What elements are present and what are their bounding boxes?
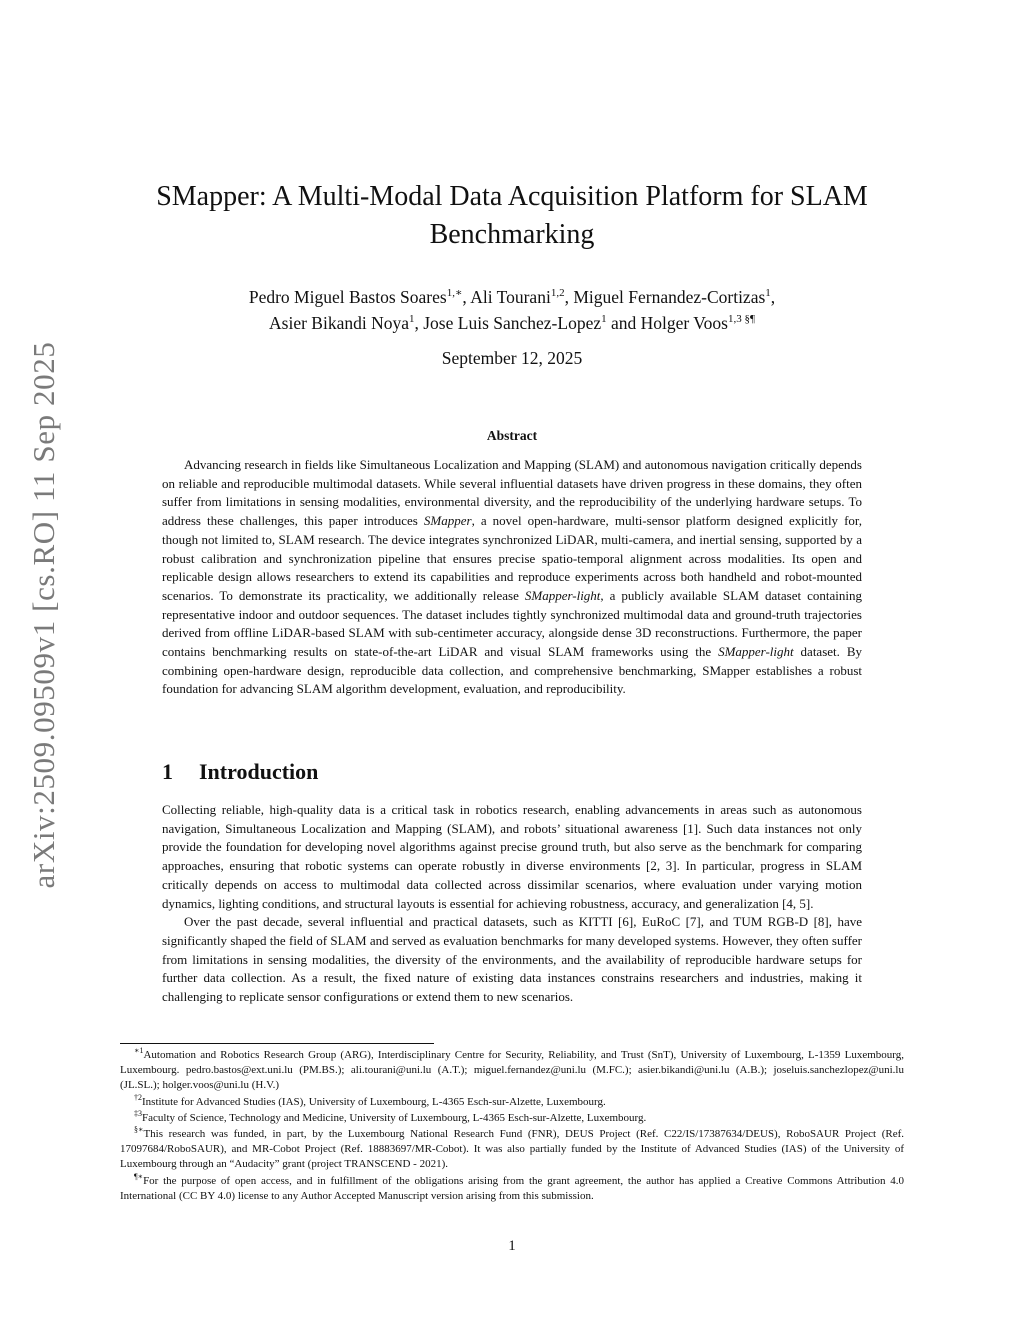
abstract-text: , a publicly available SLAM dataset containing representative indoor and outdoor sequences. The dataset includes tightly synchronized multimodal data and ground-truth trajectories derived from offline LiDAR-based SLAM with sub-centimeter accuracy, alongside dense 3D reconstructions. Furthermore, the paper contains benchmarking results on state-of-the-art LiDAR and visual SLAM frameworks using the xyxy=(162,587,862,660)
footnote-mark: §∗ xyxy=(134,1125,144,1135)
author-separator: , xyxy=(564,287,574,307)
author-separator: and xyxy=(606,313,641,333)
page-number: 1 xyxy=(508,1238,516,1254)
affiliation-marks: 1 xyxy=(601,313,607,325)
body-paragraph: Over the past decade, several influential and practical datasets, such as KITTI [6], EuRoC [7], and TUM RGB-D [8], have significantly shaped the field of SLAM and served as evaluation benchmarks for many developed systems. However, they often suffer from limitations in sensing modalities, the diversity of the environments, and the availability of reproducible hardware setups for further data collection. As a result, the fixed nature of existing data instances constrains researchers and industries, making it challenging to replicate sensor configurations or extend them to new scenarios. xyxy=(162,914,862,1005)
author-name: Holger Voos xyxy=(640,313,728,333)
abstract-heading: Abstract xyxy=(486,428,538,443)
footnote xyxy=(120,1127,904,1173)
abstract-body xyxy=(162,456,862,699)
author-separator: , xyxy=(462,287,471,307)
body-paragraph: Collecting reliable, high-quality data is a critical task in robotics research, enabling advancements in areas such as autonomous navigation, Simultaneous Localization and Mapping (SLAM), and robots’ situational awareness [1]. Such data instances not only provide the foundation for developing novel algorithms against precise ground truth, but also serve as the benchmark for comparing approaches, ensuring that robotic systems can operate robustly in diverse environments [2, 3]. In particular, progress in SLAM critically depends on access to multimodal data collected across dissimilar scenarios, where evaluation under varying motion dynamics, lighting conditions, and structural layouts is essential for achieving robustness, accuracy, and generalization [4, 5]. xyxy=(162,802,862,911)
system-name: SMapper xyxy=(423,513,472,529)
author-name: Pedro Miguel Bastos Soares xyxy=(248,287,447,307)
footnote-mark: ∗1 xyxy=(134,1046,144,1055)
arxiv-sidebar-stamp xyxy=(0,0,80,1325)
affiliation-marks: 1 xyxy=(765,287,771,299)
footnote-text: This research was funded, in part, by the Luxembourg National Research Fund (FNR), DEUS Project (Ref. C22/IS/17387634/DEUS), RoboSAUR Project (Ref. 17097684/RoboSAUR), and MR-Cobot Project (Ref. 18883697/MR-Cobot). It was also partially funded by the Institute of Advanced Studies (IAS) of the University of Luxembourg through an “Audacity” grant (project TRANSCEND - 2021). xyxy=(120,1128,904,1171)
abstract-text: dataset. By combining open-hardware design, reproducible data collection, and comprehensive benchmarking, SMapper establishes a robust foundation for advancing SLAM algorithm development, evaluation, and reproducibility. xyxy=(162,644,862,697)
author-name: Jose Luis Sanchez-Lopez xyxy=(423,313,602,333)
affiliation-marks: 1 xyxy=(409,313,415,325)
author-list xyxy=(140,284,884,336)
introduction-body xyxy=(162,801,862,1007)
abstract-text: Advancing research in fields like Simultaneous Localization and Mapping (SLAM) and autonomous navigation critically depends on reliable and reproducible multimodal datasets. While several influential datasets have driven progress in these domains, they often suffer from limitations in sensing modalities, environmental diversity, and the reproducibility of the underlying hardware setups. To address these challenges, this paper introduces xyxy=(162,457,862,529)
affiliation-marks: 1,2 xyxy=(550,287,565,299)
footnote-mark: †2 xyxy=(134,1092,142,1102)
author-separator: , xyxy=(770,287,776,307)
section-title: Introduction xyxy=(199,759,319,784)
author-name: Miguel Fernandez-Cortizas xyxy=(573,287,766,307)
footnote-text: Institute for Advanced Studies (IAS), University of Luxembourg, L-4365 Esch-sur-Alzette, Luxembourg. xyxy=(142,1095,606,1108)
author-line-2 xyxy=(140,310,884,336)
footnote xyxy=(120,1092,904,1110)
author-name: Ali Tourani xyxy=(470,287,551,307)
footnote xyxy=(120,1108,904,1126)
footnote xyxy=(120,1171,904,1204)
affiliation-marks: 1,3 §¶ xyxy=(728,313,755,325)
footnote-text: For the purpose of open access, and in fulfillment of the obligations arising from the grant agreement, the author has applied a Creative Commons Attribution 4.0 International (CC BY 4.0) license to any Author Accepted Manuscript version arising from this submission. xyxy=(120,1174,904,1202)
footnote xyxy=(120,1048,904,1094)
paper-title: SMapper: A Multi-Modal Data Acquisition Platform for SLAM Benchmarking xyxy=(156,181,868,250)
arxiv-identifier: arXiv:2509.09509v1 [cs.RO] 11 Sep 2025 xyxy=(26,341,61,889)
footnote-mark: ‡3 xyxy=(134,1108,142,1118)
footnote-rule xyxy=(120,1043,434,1044)
footnotes xyxy=(120,1048,904,1205)
affiliation-marks: 1,∗ xyxy=(446,287,463,299)
publication-date: September 12, 2025 xyxy=(441,348,583,368)
author-line-1 xyxy=(140,284,884,310)
footnote-text: Faculty of Science, Technology and Medicine, University of Luxembourg, L-4365 Esch-sur-Alzette, Luxembourg. xyxy=(142,1111,647,1124)
section-number: 1 xyxy=(162,759,173,784)
abstract-text: , a novel open-hardware, multi-sensor platform designed explicitly for, though not limited to, SLAM research. The device integrates synchronized LiDAR, multi-camera, and inertial sensing, supported by a robust calibration and synchronization pipeline that ensures precise spatio-temporal alignment across modalities. Its open and replicable design allows researchers to extend its capabilities and reproduce experiments across both handheld and robot-mounted scenarios. To demonstrate its practicality, we additionally release xyxy=(162,513,862,603)
dataset-name: SMapper-light xyxy=(524,587,601,603)
author-separator: , xyxy=(414,313,424,333)
dataset-name: SMapper-light xyxy=(718,644,794,660)
footnote-text: Automation and Robotics Research Group (ARG), Interdisciplinary Centre for Security, Reliability, and Trust (SnT), University of Luxembourg, L-1359 Luxembourg, Luxembourg. pedro.bastos@ext.uni.lu (PM.BS.); ali.tourani@uni.lu (A.T.); miguel.fernandez@uni.lu (M.FC.); asier.bikandi@uni.lu (A.B.); joseluis.sanchezlopez@uni.lu (JL.SL.); holger.voos@uni.lu (H.V.) xyxy=(120,1049,904,1092)
footnote-mark: ¶∗ xyxy=(134,1171,144,1181)
section-heading-introduction xyxy=(162,757,318,787)
author-name: Asier Bikandi Noya xyxy=(269,313,409,333)
